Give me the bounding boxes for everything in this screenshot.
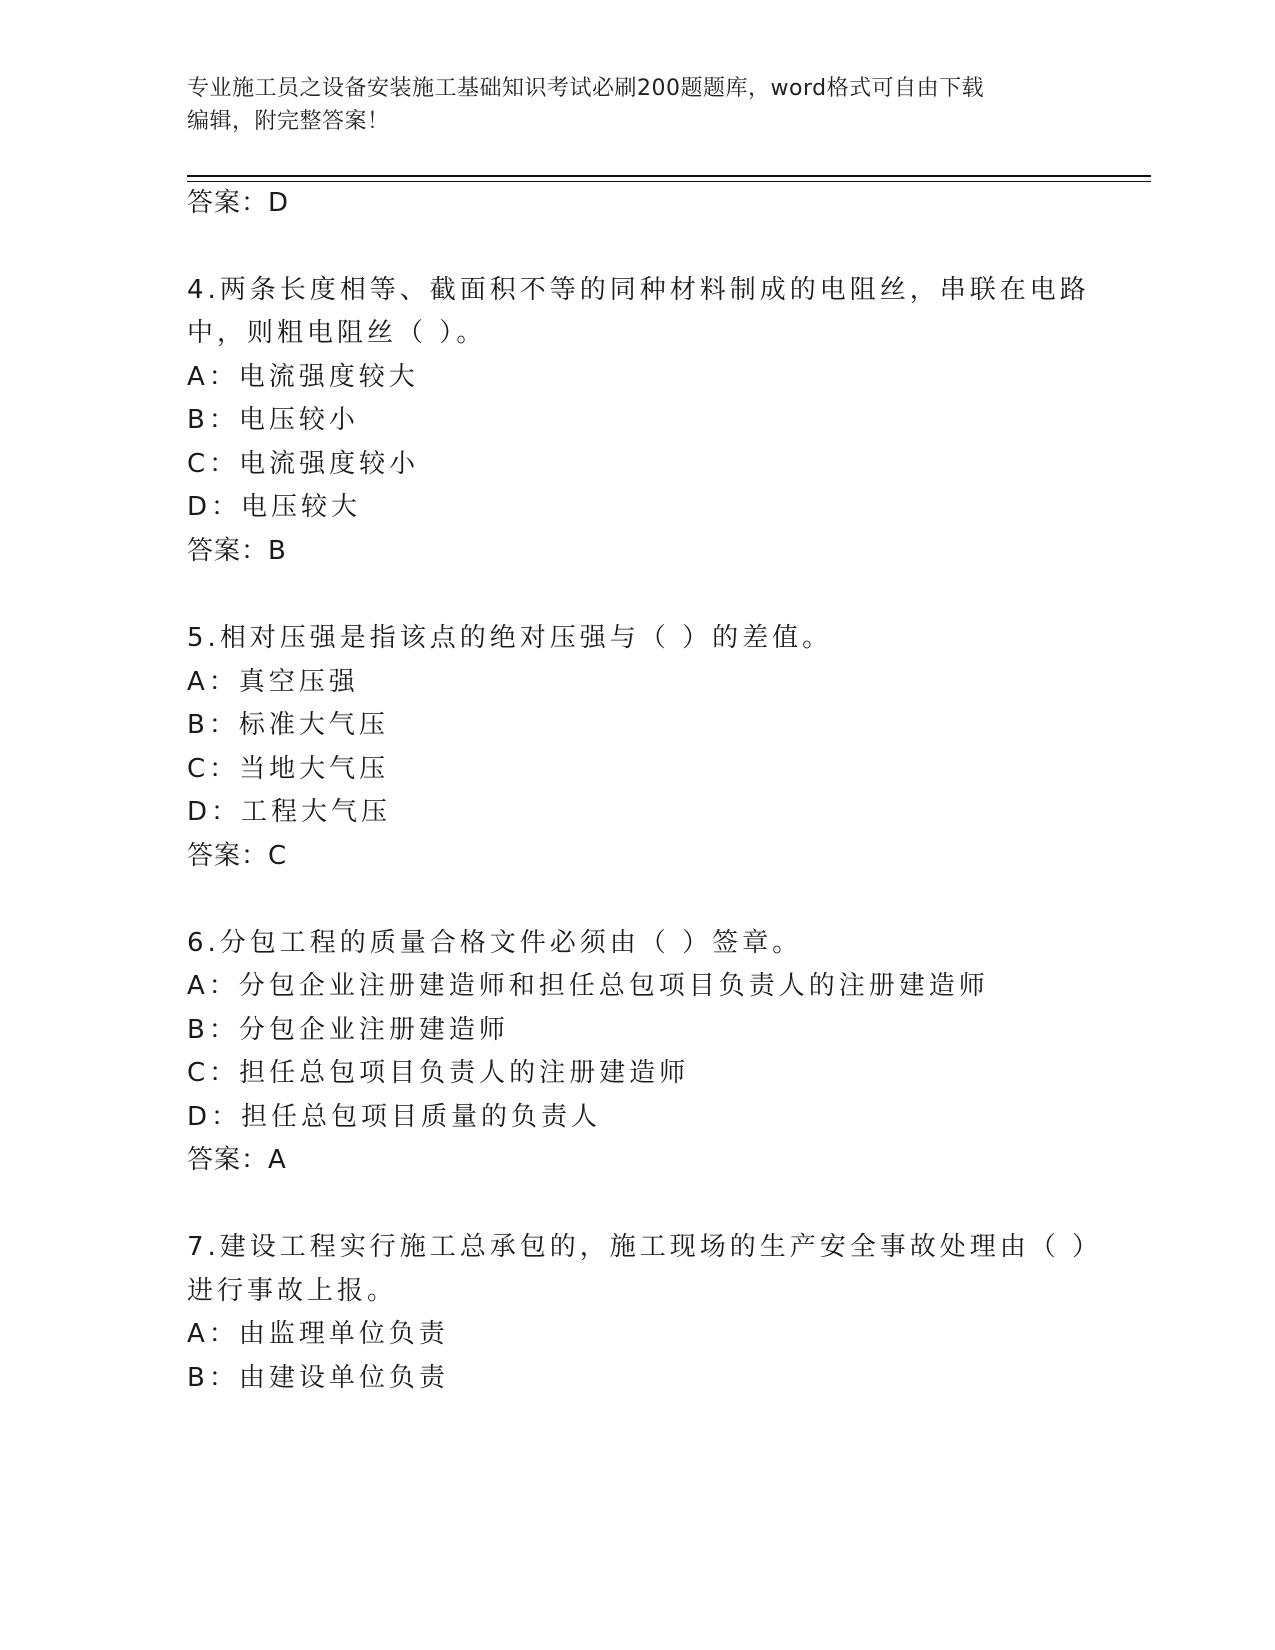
header-title-line-1: 专业施工员之设备安装施工基础知识考试必刷200题题库，word格式可自由下载 [187,76,985,101]
header-title-line-2: 编辑，附完整答案！ [187,109,390,134]
answer-q6: 答案：A [187,1145,287,1175]
question-6-option-b: B：分包企业注册建造师 [187,1015,509,1045]
question-5-option-c: C：当地大气压 [187,754,390,784]
question-4-text-line-2: 中，则粗电阻丝（ ）。 [187,318,487,348]
question-4-text-line-1: 4.两条长度相等、截面积不等的同种材料制成的电阻丝，串联在电路 [187,275,1090,305]
question-7-text-line-2: 进行事故上报。 [187,1276,398,1306]
question-5-text-line-1: 5.相对压强是指该点的绝对压强与（ ）的差值。 [187,623,833,653]
question-4-option-d: D：电压较大 [187,492,362,522]
header-divider-thin [187,181,1151,182]
question-7-option-b: B：由建设单位负责 [187,1363,449,1393]
question-7-option-a: A：由监理单位负责 [187,1319,449,1349]
question-6-text-line-1: 6.分包工程的质量合格文件必须由（ ）签章。 [187,928,803,958]
question-5-option-a: A：真空压强 [187,667,359,697]
question-6-option-c: C：担任总包项目负责人的注册建造师 [187,1058,690,1088]
answer-q4: 答案：B [187,536,287,566]
question-4-option-a: A：电流强度较大 [187,362,419,392]
answer-q3: 答案：D [187,188,290,218]
question-5-option-b: B：标准大气压 [187,710,389,740]
header-divider-thick [187,175,1151,177]
question-4-option-c: C：电流强度较小 [187,449,420,479]
question-4-option-b: B：电压较小 [187,405,359,435]
document-header [187,72,1067,138]
answer-q5: 答案：C [187,841,288,871]
question-7-text-line-1: 7.建设工程实行施工总承包的，施工现场的生产安全事故处理由（ ） [187,1232,1103,1262]
question-6-option-d: D：担任总包项目质量的负责人 [187,1102,602,1132]
question-5-option-d: D：工程大气压 [187,797,392,827]
question-6-option-a: A：分包企业注册建造师和担任总包项目负责人的注册建造师 [187,971,989,1001]
